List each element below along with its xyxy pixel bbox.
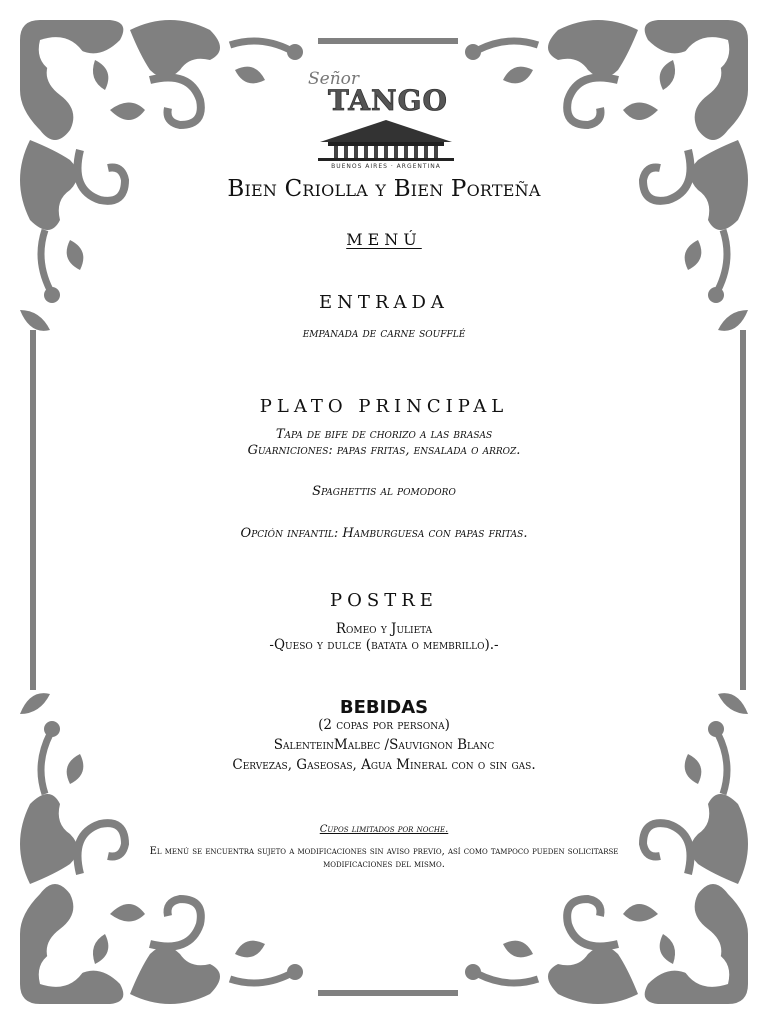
senor-tango-logo [300,62,470,170]
postre-item: Romeo y Julieta [335,621,433,637]
logo-brand-text: TANGO [328,84,448,117]
bebidas-item: Cervezas, Gaseosas, Agua Mineral con o sin gas. [232,757,536,773]
plato-item: Tapa de bife de chorizo a las brasas [275,427,493,442]
postre-heading: POSTRE [330,590,438,611]
plato-principal-heading: PLATO PRINCIPAL [259,396,509,417]
entrada-item: empanada de carne soufflé [302,326,466,341]
footer-note: Cupos limitados por noche. [319,824,449,835]
bebidas-item: SalenteinMalbec /Sauvignon Blanc [273,737,495,753]
temple-roof-icon [320,120,452,142]
plato-item: Guarniciones: papas fritas, ensalada o arroz. [247,443,521,458]
bebidas-heading: BEBIDAS [339,697,429,718]
entrada-heading: ENTRADA [319,292,449,313]
menu-title: Bien Criolla y Bien Porteña [227,176,541,202]
plato-item: Spaghettis al pomodoro [312,484,456,499]
bebidas-item: (2 copas por persona) [318,717,450,733]
plato-item: Opción infantil: Hamburguesa con papas fritas. [240,526,528,541]
logo-location-text: BUENOS AIRES · ARGENTINA [331,163,441,170]
postre-item: -Queso y dulce (batata o membrillo).- [269,637,499,653]
logo-script-text: Señor [308,69,360,89]
menu-heading: MENÚ [346,230,422,249]
footer-disclaimer: El menú se encuentra sujeto a modificaciones sin aviso previo, así como tampoco pueden solicitarse modificaciones del mismo. [149,846,619,870]
